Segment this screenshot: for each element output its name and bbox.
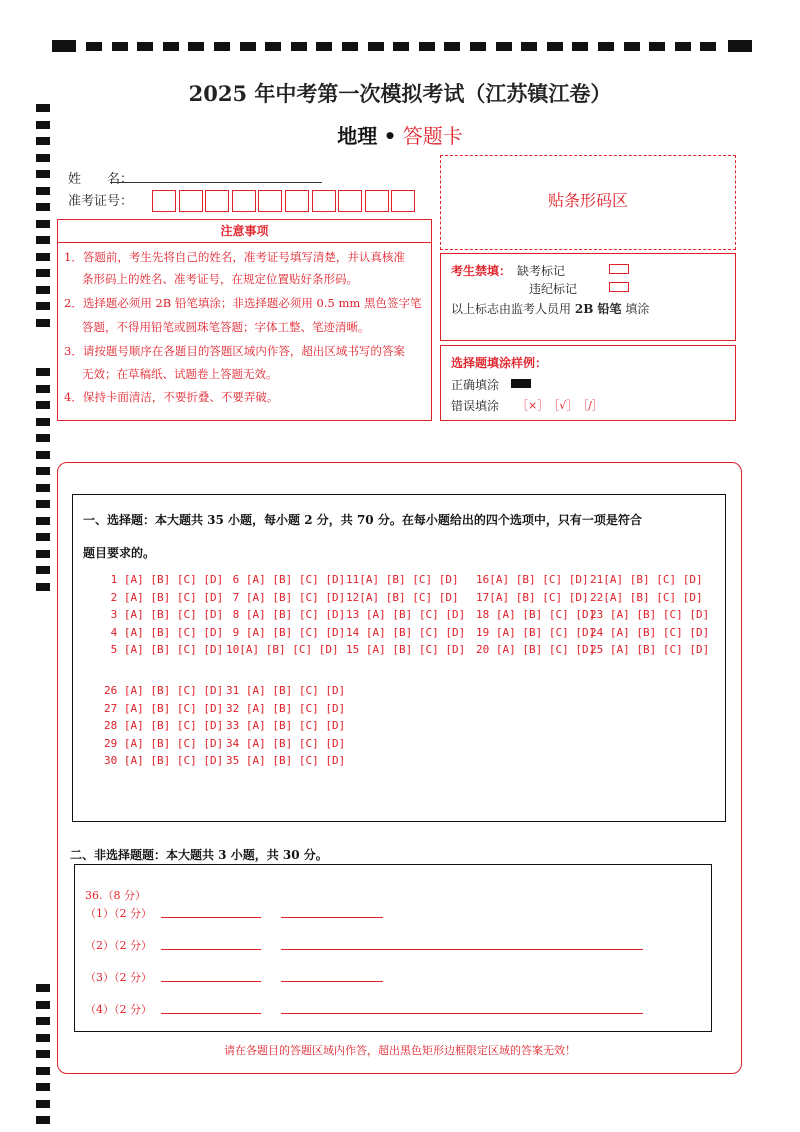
correct-label: 正确填涂	[451, 378, 500, 392]
timing-mark	[36, 533, 50, 541]
answer-line[interactable]	[281, 981, 383, 982]
timing-mark	[240, 42, 256, 51]
timing-mark	[36, 1116, 50, 1124]
choice-row[interactable]: 28 [A] [B] [C] [D]	[104, 719, 224, 732]
timing-mark	[36, 984, 50, 992]
id-digit-cell[interactable]	[391, 190, 415, 212]
choice-row[interactable]: 12[A] [B] [C] [D]	[346, 590, 459, 604]
id-digit-cell[interactable]	[285, 190, 309, 212]
choice-row[interactable]: 5 [A] [B] [C] [D]	[104, 643, 224, 656]
part-1-label: （1）（2 分）	[85, 907, 152, 920]
choice-row[interactable]: 35 [A] [B] [C] [D]	[226, 754, 346, 767]
nonchoice-heading: 二、非选择题题：本大题共 3 小题，共 30 分。	[70, 848, 328, 862]
choice-section	[72, 494, 726, 822]
timing-mark	[36, 170, 50, 178]
subject-name: 地理	[337, 124, 378, 148]
timing-mark	[36, 467, 50, 475]
question-36-box	[74, 864, 712, 1032]
forbidden-note-bold: 2B 铅笔	[574, 302, 622, 316]
timing-mark	[598, 42, 614, 51]
timing-mark	[368, 42, 384, 51]
notice-item: 1．答题前，考生先将自己的姓名，准考证号填写清楚，并认真核准	[64, 250, 405, 264]
id-digit-cell[interactable]	[338, 190, 362, 212]
answer-line[interactable]	[281, 1013, 643, 1014]
timing-mark	[36, 368, 50, 376]
timing-mark	[36, 550, 50, 558]
timing-mark	[52, 40, 76, 52]
choice-row[interactable]: 13 [A] [B] [C] [D]	[346, 608, 466, 621]
choice-row[interactable]: 3 [A] [B] [C] [D]	[104, 608, 224, 621]
choice-heading-line2: 题目要求的。	[83, 546, 156, 560]
part-4-label: （4）（2 分）	[85, 1003, 152, 1016]
timing-mark	[36, 286, 50, 294]
timing-mark	[36, 566, 50, 574]
part-3-label: （3）（2 分）	[85, 971, 152, 984]
part-2-label: （2）（2 分）	[85, 939, 152, 952]
timing-mark	[470, 42, 486, 51]
timing-mark	[36, 1001, 50, 1009]
choice-row[interactable]: 16[A] [B] [C] [D]	[476, 573, 589, 586]
timing-mark	[316, 42, 332, 51]
timing-mark	[36, 269, 50, 277]
id-label: 准考证号：	[68, 194, 134, 209]
timing-mark	[36, 1034, 50, 1042]
timing-mark	[36, 385, 50, 393]
id-digit-cell[interactable]	[365, 190, 389, 212]
answer-line[interactable]	[161, 981, 261, 982]
timing-mark	[36, 1083, 50, 1091]
timing-mark	[36, 484, 50, 492]
choice-row[interactable]: 2 [A] [B] [C] [D]	[104, 590, 224, 604]
subtitle-dot: •	[383, 124, 397, 148]
timing-mark	[36, 500, 50, 508]
timing-mark	[188, 42, 204, 51]
timing-mark	[36, 517, 50, 525]
timing-mark	[728, 40, 752, 52]
page-subtitle	[0, 120, 800, 149]
absent-label: 缺考标记	[517, 264, 566, 278]
choice-row[interactable]: 11[A] [B] [C] [D]	[346, 573, 459, 586]
footer-warning: 请在各题目的答题区域内作答，超出黑色矩形边框限定区域的答案无效！	[224, 1044, 576, 1057]
timing-mark	[36, 187, 50, 195]
timing-mark	[649, 42, 665, 51]
timing-mark	[36, 434, 50, 442]
timing-mark	[496, 42, 512, 51]
timing-mark	[36, 154, 50, 162]
choice-row[interactable]: 34 [A] [B] [C] [D]	[226, 736, 346, 750]
barcode-label: 贴条形码区	[547, 191, 628, 210]
notice-title: 注意事项	[58, 220, 431, 243]
timing-mark	[342, 42, 358, 51]
timing-mark	[36, 302, 50, 310]
choice-row[interactable]: 14 [A] [B] [C] [D]	[346, 625, 466, 639]
id-digit-cell[interactable]	[232, 190, 256, 212]
id-digit-cell[interactable]	[312, 190, 336, 212]
correct-fill-sample	[511, 379, 531, 388]
notice-box	[57, 219, 432, 421]
sample-box	[440, 345, 736, 421]
timing-mark	[36, 401, 50, 409]
notice-item: 4．保持卡面清洁，不要折叠、不要弄破。	[64, 390, 279, 404]
violation-mark-box[interactable]	[609, 282, 629, 292]
choice-row[interactable]: 20 [A] [B] [C] [D]	[476, 643, 596, 656]
timing-mark	[547, 42, 563, 51]
timing-mark	[291, 42, 307, 51]
notice-item: 条形码上的姓名、准考证号，在规定位置贴好条形码。	[82, 272, 358, 286]
timing-mark	[137, 42, 153, 51]
choice-row[interactable]: 8 [A] [B] [C] [D]	[226, 608, 346, 621]
question-36-label: 36.（8 分）	[85, 889, 146, 902]
timing-mark	[36, 236, 50, 244]
forbidden-title: 考生禁填：	[451, 264, 512, 278]
choice-row[interactable]: 32 [A] [B] [C] [D]	[226, 701, 346, 715]
choice-row[interactable]: 27 [A] [B] [C] [D]	[104, 701, 224, 715]
timing-mark	[36, 203, 50, 211]
choice-row[interactable]: 31 [A] [B] [C] [D]	[226, 684, 346, 697]
answer-line[interactable]	[161, 1013, 261, 1014]
id-digit-cell[interactable]	[152, 190, 176, 212]
timing-mark	[36, 253, 50, 261]
notice-item: 无效；在草稿纸、试题卷上答题无效。	[82, 367, 278, 381]
timing-mark	[112, 42, 128, 51]
choice-row[interactable]: 17[A] [B] [C] [D]	[476, 590, 589, 604]
choice-row[interactable]: 29 [A] [B] [C] [D]	[104, 736, 224, 750]
timing-mark	[36, 319, 50, 327]
answer-line[interactable]	[161, 917, 261, 918]
choice-row[interactable]: 9 [A] [B] [C] [D]	[226, 625, 346, 639]
forbidden-note-suffix: 填涂	[625, 302, 650, 316]
forbidden-box	[440, 253, 736, 341]
choice-row[interactable]: 19 [A] [B] [C] [D]	[476, 625, 596, 639]
wrong-marks: ［×］ ［√］ ［/］	[517, 399, 603, 412]
choice-row[interactable]: 24 [A] [B] [C] [D]	[590, 625, 710, 639]
id-digit-cell[interactable]	[205, 190, 229, 212]
choice-row[interactable]: 1 [A] [B] [C] [D]	[104, 573, 224, 586]
wrong-label: 错误填涂	[451, 399, 500, 413]
notice-item: 2．选择题必须用 2B 铅笔填涂；非选择题必须用 0.5 mm 黑色签字笔	[64, 296, 422, 310]
timing-mark	[36, 583, 50, 591]
answer-line[interactable]	[161, 949, 261, 950]
timing-mark	[36, 1017, 50, 1025]
timing-mark	[36, 1067, 50, 1075]
answer-line[interactable]	[281, 917, 383, 918]
top-timing-marks	[52, 40, 752, 52]
choice-row[interactable]: 21[A] [B] [C] [D]	[590, 573, 703, 586]
choice-row[interactable]: 7 [A] [B] [C] [D]	[226, 590, 346, 604]
name-field[interactable]	[110, 182, 322, 183]
absent-mark-box[interactable]	[609, 264, 629, 274]
timing-mark	[86, 42, 102, 51]
page-title: 2025 年中考第一次模拟考试（江苏镇江卷）	[188, 81, 612, 106]
timing-mark	[36, 220, 50, 228]
choice-row[interactable]: 33 [A] [B] [C] [D]	[226, 719, 346, 732]
violation-label: 违纪标记	[529, 282, 578, 296]
timing-mark	[214, 42, 230, 51]
timing-mark	[521, 42, 537, 51]
timing-mark	[675, 42, 691, 51]
choice-row[interactable]: 4 [A] [B] [C] [D]	[104, 625, 224, 639]
timing-mark	[444, 42, 460, 51]
notice-item: 3．请按题号顺序在各题目的答题区域内作答，超出区域书写的答案	[64, 344, 405, 358]
id-digit-cell[interactable]	[179, 190, 203, 212]
timing-mark	[36, 1100, 50, 1108]
timing-mark	[700, 42, 716, 51]
choice-row[interactable]: 25 [A] [B] [C] [D]	[590, 643, 710, 656]
timing-mark	[393, 42, 409, 51]
choice-row[interactable]: 22[A] [B] [C] [D]	[590, 590, 703, 604]
choice-row[interactable]: 10[A] [B] [C] [D]	[226, 643, 339, 656]
sample-title: 选择题填涂样例：	[451, 356, 548, 370]
card-label: 答题卡	[402, 124, 463, 148]
timing-mark	[36, 418, 50, 426]
forbidden-note-prefix: 以上标志由监考人员用	[451, 302, 572, 316]
choice-row[interactable]: 26 [A] [B] [C] [D]	[104, 684, 224, 697]
timing-mark	[624, 42, 640, 51]
choice-row[interactable]: 18 [A] [B] [C] [D]	[476, 608, 596, 621]
id-digit-cell[interactable]	[258, 190, 282, 212]
timing-mark	[419, 42, 435, 51]
timing-mark	[572, 42, 588, 51]
forbidden-note	[451, 300, 649, 317]
answer-line[interactable]	[281, 949, 643, 950]
notice-item: 答题，不得用铅笔或圆珠笔答题；字体工整、笔迹清晰。	[82, 320, 370, 334]
barcode-area	[440, 155, 736, 250]
timing-mark	[265, 42, 281, 51]
choice-row[interactable]: 15 [A] [B] [C] [D]	[346, 643, 466, 656]
choice-row[interactable]: 23 [A] [B] [C] [D]	[590, 608, 710, 621]
choice-heading-line1: 一、选择题：本大题共 35 小题，每小题 2 分，共 70 分。在每小题给出的四个选项中，只有一项是符合	[83, 513, 642, 527]
choice-row[interactable]: 6 [A] [B] [C] [D]	[226, 573, 346, 586]
timing-mark	[163, 42, 179, 51]
timing-mark	[36, 451, 50, 459]
name-label: 姓 名：	[68, 172, 134, 187]
choice-row[interactable]: 30 [A] [B] [C] [D]	[104, 754, 224, 767]
